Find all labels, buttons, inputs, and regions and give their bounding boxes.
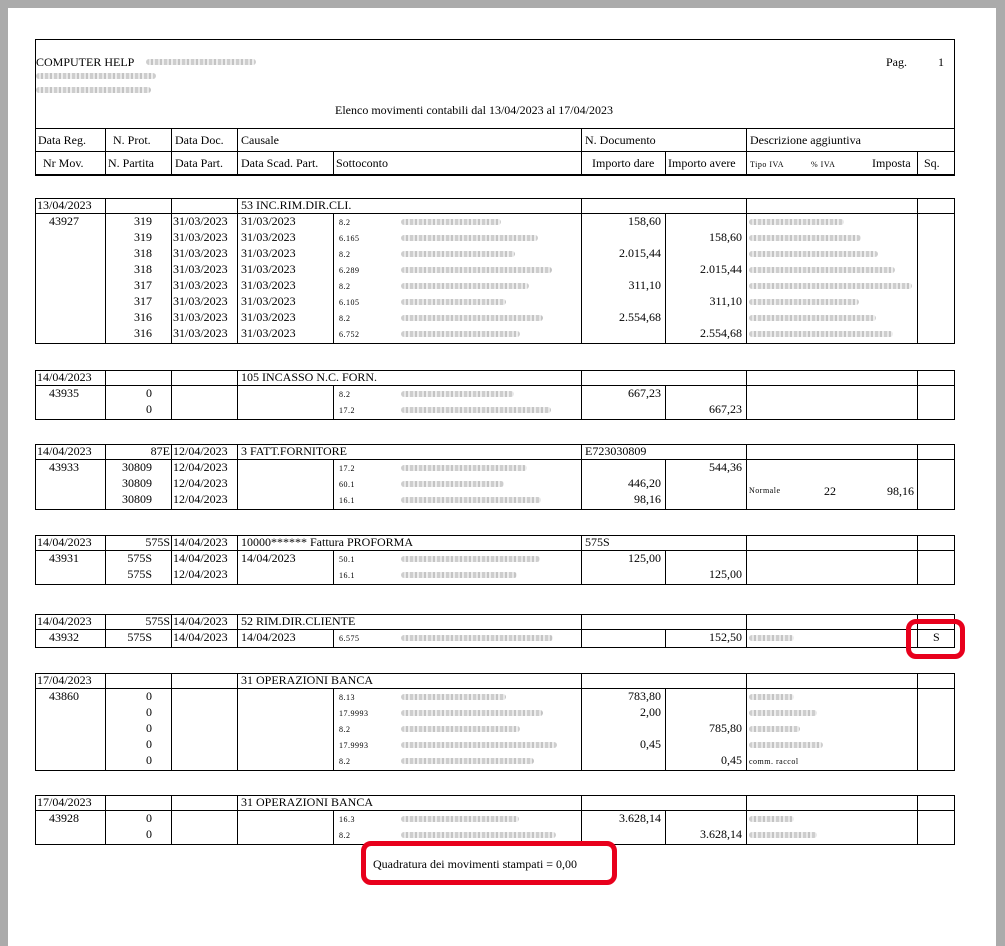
movement-causale: 3 FATT.FORNITORE: [241, 444, 348, 458]
row-partita: 319: [134, 214, 152, 228]
row-partita: 317: [134, 294, 152, 308]
row-importo-dare: 98,16: [634, 492, 661, 506]
movement-date: 14/04/2023: [37, 614, 92, 628]
redacted-description: [749, 251, 878, 257]
col-data-reg: Data Reg.: [38, 133, 86, 147]
movement-ndoc: 575S: [585, 535, 610, 549]
row-importo-dare: 158,60: [628, 214, 661, 228]
redacted-account-name: [401, 758, 534, 764]
redacted-description: [749, 267, 895, 273]
redacted-account-name: [401, 710, 543, 716]
row-sottoconto: 8.2: [339, 757, 351, 766]
redacted-account-name: [401, 832, 556, 838]
row-partita: 0: [146, 737, 152, 751]
movement-causale: 31 OPERAZIONI BANCA: [241, 673, 373, 687]
movement-date: 17/04/2023: [37, 673, 92, 687]
row-partita: 0: [146, 827, 152, 841]
row-partita: 575S: [127, 551, 152, 565]
redacted-account-name: [401, 572, 517, 578]
row-importo-dare: 2.554,68: [619, 310, 661, 324]
row-sottoconto: 6.752: [339, 330, 360, 339]
report-page: [8, 8, 996, 946]
redacted-account-name: [401, 267, 552, 273]
row-data-part: 31/03/2023: [173, 230, 228, 244]
movement-nr-mov: 43933: [49, 460, 79, 474]
row-data-part: 12/04/2023: [173, 567, 228, 581]
redacted-description: [749, 726, 800, 732]
movement-date: 14/04/2023: [37, 444, 92, 458]
col-causale: Causale: [241, 133, 279, 147]
row-data-scad: 31/03/2023: [241, 214, 296, 228]
row-sottoconto: 50.1: [339, 555, 355, 564]
row-sottoconto: 6.289: [339, 266, 360, 275]
movement-date: 13/04/2023: [37, 198, 92, 212]
movement-causale: 53 INC.RIM.DIR.CLI.: [241, 198, 352, 212]
col-descrizione: Descrizione aggiuntiva: [750, 133, 861, 147]
row-sottoconto: 8.2: [339, 831, 351, 840]
row-data-part: 31/03/2023: [173, 310, 228, 324]
row-sottoconto: 8.2: [339, 390, 351, 399]
movement-causale: 52 RIM.DIR.CLIENTE: [241, 614, 356, 628]
row-partita: 317: [134, 278, 152, 292]
row-partita: 575S: [127, 630, 152, 644]
row-importo-avere: 158,60: [709, 230, 742, 244]
row-sottoconto: 6.105: [339, 298, 360, 307]
row-importo-avere: 785,80: [709, 721, 742, 735]
movement-block: [35, 444, 955, 510]
redacted-account-name: [401, 481, 504, 487]
row-data-part: 31/03/2023: [173, 326, 228, 340]
row-data-part: 31/03/2023: [173, 214, 228, 228]
movement-block: [35, 370, 955, 420]
redacted-account-name: [401, 251, 515, 257]
row-partita: 0: [146, 689, 152, 703]
movement-prot: 575S: [145, 614, 170, 628]
row-importo-avere: 0,45: [721, 753, 742, 767]
redacted-account-name: [401, 816, 519, 822]
col-data-scad: Data Scad. Part.: [241, 156, 319, 170]
movement-doc-date: 14/04/2023: [173, 535, 228, 549]
row-partita: 30809: [122, 460, 152, 474]
row-data-part: 31/03/2023: [173, 294, 228, 308]
row-importo-dare: 125,00: [628, 551, 661, 565]
movement-nr-mov: 43931: [49, 551, 79, 565]
row-data-scad: 14/04/2023: [241, 630, 296, 644]
redacted-account-name: [401, 742, 557, 748]
col-sottoconto: Sottoconto: [336, 156, 389, 170]
quadratura-total: Quadratura dei movimenti stampati = 0,00: [373, 857, 578, 871]
redacted-address: [36, 73, 156, 79]
movement-ndoc: E723030809: [585, 444, 647, 458]
row-importo-avere: 152,50: [709, 630, 742, 644]
row-data-part: 12/04/2023: [173, 492, 228, 506]
movement-prot: 575S: [145, 535, 170, 549]
row-importo-dare: 783,80: [628, 689, 661, 703]
row-importo-avere: 311,10: [709, 294, 742, 308]
redacted-account-name: [401, 331, 520, 337]
row-importo-avere: 667,23: [709, 402, 742, 416]
row-sottoconto: 17.9993: [339, 741, 369, 750]
row-importo-dare: 446,20: [628, 476, 661, 490]
row-imposta: 98,16: [887, 484, 914, 498]
col-tipo-iva: Tipo IVA: [750, 160, 785, 169]
col-data-part: Data Part.: [175, 156, 223, 170]
col-importo-avere: Importo avere: [668, 156, 736, 170]
movement-nr-mov: 43860: [49, 689, 79, 703]
row-importo-dare: 2,00: [640, 705, 661, 719]
redacted-company-detail: [146, 59, 256, 65]
redacted-description: [749, 331, 893, 337]
row-partita: 316: [134, 326, 152, 340]
redacted-description: [749, 742, 823, 748]
row-pct-iva: 22: [824, 484, 836, 498]
redacted-account-name: [401, 726, 520, 732]
row-data-scad: 14/04/2023: [241, 551, 296, 565]
row-sottoconto: 8.2: [339, 314, 351, 323]
row-sq-mark: S: [933, 630, 940, 644]
movement-block: [35, 198, 955, 344]
redacted-description: [749, 235, 861, 241]
redacted-account-name: [401, 299, 506, 305]
movement-causale: 105 INCASSO N.C. FORN.: [241, 370, 378, 384]
movement-causale: 31 OPERAZIONI BANCA: [241, 795, 373, 809]
row-sottoconto: 6.575: [339, 634, 360, 643]
row-descrizione: comm. raccol: [749, 757, 799, 766]
row-data-part: 14/04/2023: [173, 630, 228, 644]
row-sottoconto: 8.2: [339, 250, 351, 259]
redacted-description: [749, 299, 859, 305]
movement-causale: 10000****** Fattura PROFORMA: [241, 535, 414, 549]
movement-date: 14/04/2023: [37, 370, 92, 384]
row-partita: 318: [134, 262, 152, 276]
row-sottoconto: 8.13: [339, 693, 355, 702]
redacted-account-name: [401, 391, 514, 397]
row-data-scad: 31/03/2023: [241, 310, 296, 324]
movement-doc-date: 14/04/2023: [173, 614, 228, 628]
row-data-part: 12/04/2023: [173, 476, 228, 490]
row-importo-avere: 544,36: [709, 460, 742, 474]
movement-block: [35, 795, 955, 845]
redacted-account-name: [401, 694, 506, 700]
redacted-description: [749, 283, 912, 289]
movement-nr-mov: 43932: [49, 630, 79, 644]
row-data-part: 12/04/2023: [173, 460, 228, 474]
redacted-account-name: [401, 465, 527, 471]
row-data-part: 31/03/2023: [173, 262, 228, 276]
row-sottoconto: 16.3: [339, 815, 355, 824]
row-partita: 318: [134, 246, 152, 260]
row-importo-dare: 2.015,44: [619, 246, 661, 260]
row-partita: 0: [146, 386, 152, 400]
row-data-scad: 31/03/2023: [241, 278, 296, 292]
movement-block: [35, 614, 955, 648]
row-sottoconto: 8.2: [339, 218, 351, 227]
redacted-account-name: [401, 315, 543, 321]
highlight-quadratura: [361, 841, 617, 885]
row-partita: 30809: [122, 492, 152, 506]
row-data-scad: 31/03/2023: [241, 246, 296, 260]
redacted-account-name: [401, 283, 529, 289]
row-importo-dare: 311,10: [628, 278, 661, 292]
redacted-address-2: [36, 87, 151, 93]
movement-date: 17/04/2023: [37, 795, 92, 809]
row-partita: 30809: [122, 476, 152, 490]
redacted-description: [749, 832, 817, 838]
row-data-part: 31/03/2023: [173, 246, 228, 260]
row-sottoconto: 16.1: [339, 571, 355, 580]
row-partita: 0: [146, 402, 152, 416]
company-name: COMPUTER HELP: [36, 55, 135, 69]
row-importo-dare: 0,45: [640, 737, 661, 751]
col-importo-dare: Importo dare: [592, 156, 655, 170]
redacted-account-name: [401, 407, 551, 413]
movement-nr-mov: 43927: [49, 214, 79, 228]
col-nr-mov: Nr Mov.: [43, 156, 84, 170]
row-importo-dare: 3.628,14: [619, 811, 661, 825]
col-data-doc: Data Doc.: [175, 133, 224, 147]
redacted-description: [749, 219, 844, 225]
row-data-part: 31/03/2023: [173, 278, 228, 292]
movement-prot: 87E: [150, 444, 170, 458]
row-partita: 316: [134, 310, 152, 324]
report-header: [35, 39, 955, 176]
redacted-account-name: [401, 219, 501, 225]
row-partita: 319: [134, 230, 152, 244]
row-sottoconto: 6.165: [339, 234, 360, 243]
row-partita: 0: [146, 721, 152, 735]
highlight-sq-mark: [906, 619, 965, 659]
col-n-partita: N. Partita: [108, 156, 154, 170]
redacted-description: [749, 710, 817, 716]
row-sottoconto: 60.1: [339, 480, 355, 489]
redacted-account-name: [401, 497, 541, 503]
movement-date: 14/04/2023: [37, 535, 92, 549]
movement-block: [35, 673, 955, 771]
row-sottoconto: 8.2: [339, 725, 351, 734]
col-sq: Sq.: [924, 156, 940, 170]
row-partita: 0: [146, 753, 152, 767]
col-n-documento: N. Documento: [585, 133, 656, 147]
movement-block: [35, 535, 955, 585]
row-sottoconto: 17.9993: [339, 709, 369, 718]
row-importo-avere: 3.628,14: [700, 827, 742, 841]
row-sottoconto: 17.2: [339, 406, 355, 415]
row-data-scad: 31/03/2023: [241, 230, 296, 244]
row-data-scad: 31/03/2023: [241, 294, 296, 308]
row-data-scad: 31/03/2023: [241, 326, 296, 340]
col-pct-iva: % IVA: [811, 160, 836, 169]
row-data-scad: 31/03/2023: [241, 262, 296, 276]
redacted-description: [749, 635, 794, 641]
col-imposta: Imposta: [872, 156, 911, 170]
row-sottoconto: 8.2: [339, 282, 351, 291]
row-sottoconto: 16.1: [339, 496, 355, 505]
redacted-account-name: [401, 635, 553, 641]
row-importo-avere: 2.015,44: [700, 262, 742, 276]
col-n-prot: N. Prot.: [113, 133, 151, 147]
row-importo-dare: 667,23: [628, 386, 661, 400]
movement-doc-date: 12/04/2023: [173, 444, 228, 458]
page-number: 1: [938, 55, 944, 69]
row-partita: 575S: [127, 567, 152, 581]
row-tipo-iva: Normale: [749, 486, 781, 495]
row-importo-avere: 2.554,68: [700, 326, 742, 340]
row-data-part: 14/04/2023: [173, 551, 228, 565]
redacted-description: [749, 816, 794, 822]
report-title: Elenco movimenti contabili dal 13/04/2023 al 17/04/2023: [335, 103, 613, 117]
row-importo-avere: 125,00: [709, 567, 742, 581]
redacted-description: [749, 315, 876, 321]
row-sottoconto: 17.2: [339, 464, 355, 473]
row-partita: 0: [146, 811, 152, 825]
redacted-account-name: [401, 556, 540, 562]
page-label: Pag.: [886, 55, 907, 69]
row-partita: 0: [146, 705, 152, 719]
redacted-account-name: [401, 235, 538, 241]
redacted-description: [749, 694, 794, 700]
movement-nr-mov: 43928: [49, 811, 79, 825]
movement-nr-mov: 43935: [49, 386, 79, 400]
